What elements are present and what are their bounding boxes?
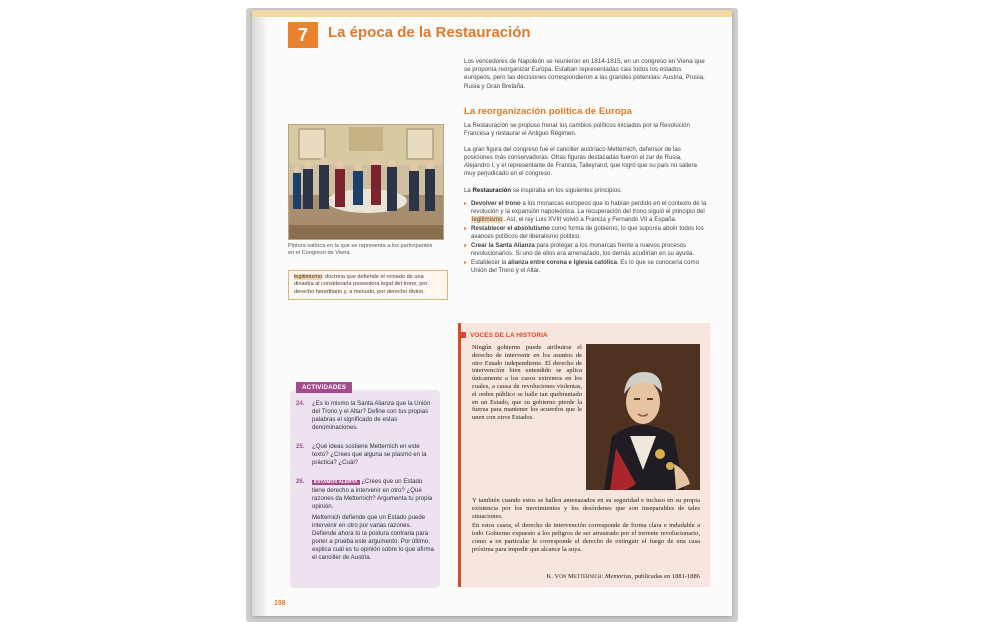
metternich-portrait (586, 344, 700, 490)
alert-badge: ESTAMOS ALERTA (314, 480, 358, 485)
glossary-term: legitimismo (472, 216, 503, 223)
list-item: ▸ Establecer la alianza entre corona e Iglesia católica. Es lo que se conocería como Unión del Trono y el Altar. (464, 259, 708, 275)
congress-of-vienna-painting (288, 124, 444, 240)
quote-paragraph-2: Y también cuando estos se hallen amenazados en su seguridad e incluso en su propia existencia por los movimientos y los desórdenes que son inseparables de tales situaciones. (472, 497, 700, 520)
section-paragraph-2: La gran figura del congreso fue el canciller austríaco Metternich, defensor de las posiciones más conservadoras. Otras figuras destacadas fueron el zar de Rusia, Alejandro I, y el representante de Francia, Talleyrand, que logró que su país no saliera muy perjudicado en el congreso. (464, 146, 697, 177)
activity-item: 26. ESTAMOS ALERTA ¿Crees que un Estado tiene derecho a intervenir en otro? ¿Qué razones da Metternich? Argumenta tu propia opinión. Metternich defiende que un Estado puede intervenir en otro por varias razones. Defiende ahora tú la postura contraria para poner a prueba este argumento. Por último, explica cuál es tu opinión sobre lo que afirma el canciller de Austria. (296, 478, 434, 561)
chapter-number: 7 (288, 22, 318, 48)
page-number: 198 (274, 600, 286, 607)
voces-accent-bar (458, 323, 461, 587)
top-bar (252, 10, 732, 17)
chapter-title: La época de la Restauración (328, 24, 531, 41)
quote-continuation (472, 497, 700, 554)
voces-de-la-historia-box (458, 323, 710, 587)
section-paragraph-3: La Restauración se inspiraba en los siguientes principios: (464, 187, 622, 194)
principles-list (464, 200, 708, 276)
voces-title: VOCES DE LA HISTORIA (470, 332, 548, 339)
activity-item: 25. ¿Qué ideas sostiene Metternich en este texto? ¿Crees que alguna se plasmó en la práctica? ¿Cuál? (296, 443, 427, 466)
quote-paragraph-1: Ningún gobierno puede atribuirse el derecho de intervenir en los asuntos de otro Estado independiente. El derecho de intervención bien entendido se aplica únicamente a los casos extremos en los cuales, a causa de revoluciones violentas, el orden público se halle tan quebrantado en un Estado, que su gobierno pierde la fuerza para mantener los acuerdos que le unen con otros Estados. (472, 344, 582, 422)
list-item: ▸ Crear la Santa Alianza para proteger a los monarcas frente a nuevos procesos revolucionarios. Si uno de ellos era amenazado, los demás acudirían en su ayuda. (464, 242, 708, 258)
quote-source: K. Von Metternich: Memorias, publicadas en 1881-1886 (546, 573, 700, 580)
section-paragraph-1: La Restauración se propuso frenar los cambios políticos iniciados por la Revolución Francesa y restaurar el Antiguo Régimen. (464, 122, 690, 137)
list-item: ▸ Devolver el trono a los monarcas europeos que lo habían perdido en el contexto de la revolución y la expansión napoleónica. La recuperación del trono siguió el principio del legitimismo. Así, el rey Luis XVIII volvió a Francia y Fernando VII a España. (464, 200, 708, 224)
section-heading: La reorganización política de Europa (464, 106, 632, 117)
quote-paragraph-3: En estos casos, el derecho de intervención corresponde de forma clara e indudable a todo Gobierno expuesto a los peligros de ser arrastrado por el torrente revolucionario, como a en particular le corresponde el derecho de extinguir el fuego de una casa próxima para impedir que alcance la suya. (472, 522, 700, 553)
textbook-page (252, 10, 732, 616)
activities-tab: ACTIVIDADES (296, 382, 352, 393)
intro-paragraph: Los vencedores de Napoleón se reunieron en 1814-1815, en un congreso en Viena que se proponía reorganizar Europa. Estaban representadas casi todos los estados europeos, pero las decisiones correspondieron a las grandes potencias: Austria, Prusia, Rusia y Gran Bretaña. (464, 58, 705, 90)
glossary-term: legitimismo (294, 274, 322, 280)
title-marker (460, 332, 466, 338)
quote-column (472, 344, 582, 422)
activity-item: 24. ¿Es lo mismo la Santa Alianza que la Unión del Trono y el Altar? Define con tus propias palabras el significado de estas denominaciones. (296, 400, 431, 431)
painting-caption: Pintura satírica en la que se representa a los participantes en el Congreso de Viena. (288, 243, 433, 257)
page-gutter (252, 10, 266, 616)
glossary-box: legitimismo: doctrina que defiende el reinado de una dinastía al considerarla poseedora legal del trono, por derecho hereditario y, a menudo, por derecho divino. (288, 270, 448, 300)
list-item: ▸ Restablecer el absolutismo como forma de gobierno, lo que suponía abolir todos los avances políticos del liberalismo político. (464, 225, 708, 241)
